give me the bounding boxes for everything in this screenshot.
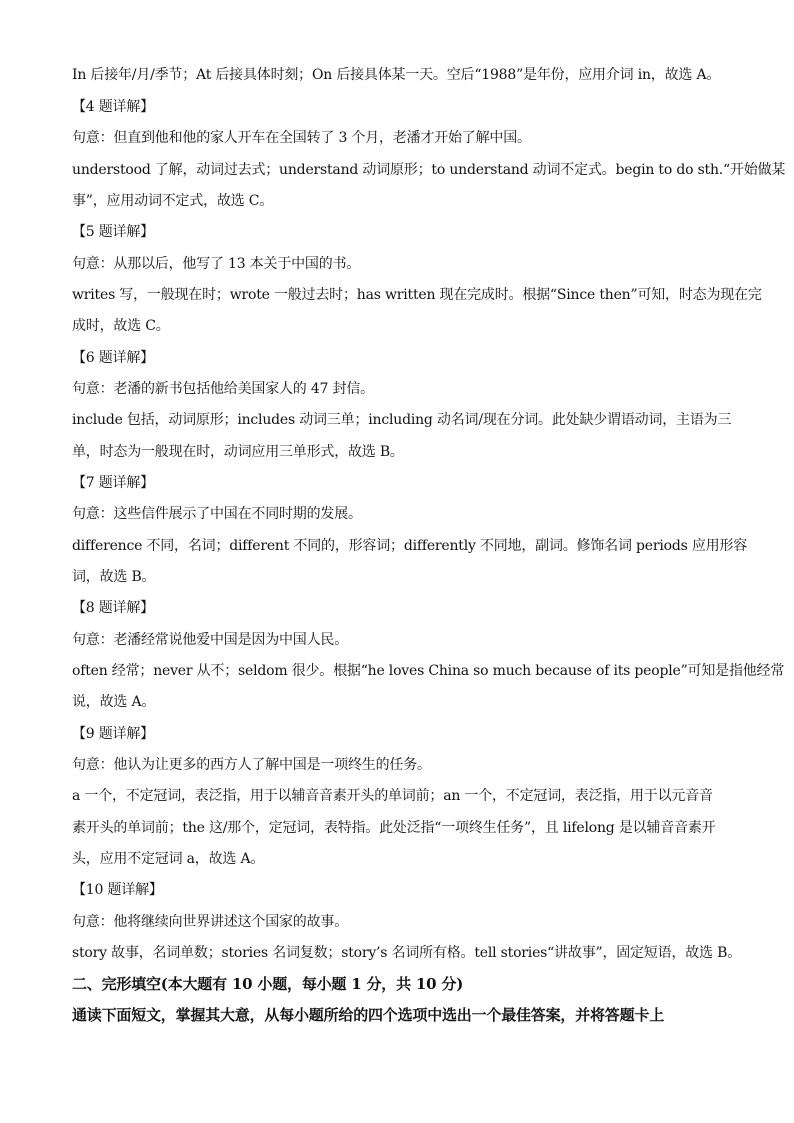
- text-line: writes 写，一般现在时；wrote 一般过去时；has written 现在完成时。根据“Since then”可知，时态为现在完: [72, 287, 762, 303]
- instructions: 通读下面短文，掌握其大意，从每小题所给的四个选项中选出一个最佳答案，并将答题卡上: [72, 1006, 665, 1024]
- section-heading: 【4 题详解】: [72, 99, 154, 115]
- text-line: a 一个，不定冠词，表泛指，用于以辅音音素开头的单词前；an 一个，不定冠词，表泛指，用于以元音音: [72, 788, 713, 804]
- section-heading: 【9 题详解】: [72, 726, 154, 742]
- text-line: 头，应用不定冠词 a，故选 A。: [72, 851, 265, 867]
- text-line: story 故事，名词单数；stories 名词复数；story’s 名词所有格。tell stories“讲故事”，固定短语，故选 B。: [72, 945, 741, 961]
- sentence-meaning: 句意：老潘的新书包括他给美国家人的 47 封信。: [72, 381, 374, 397]
- text-line: include 包括，动词原形；includes 动词三单；including 动名词/现在分词。此处缺少谓语动词，主语为三: [72, 412, 732, 428]
- section-heading: 【10 题详解】: [72, 882, 163, 898]
- part-title: 二、完形填空(本大题有 10 小题，每小题 1 分，共 10 分): [72, 975, 464, 993]
- section-heading: 【5 题详解】: [72, 224, 154, 240]
- text-line: understood 了解，动词过去式；understand 动词原形；to understand 动词不定式。begin to do sth.“开始做某: [72, 162, 786, 178]
- sentence-meaning: 句意：他认为让更多的西方人了解中国是一项终生的任务。: [72, 757, 431, 773]
- text-line: 事”，应用动词不定式，故选 C。: [72, 193, 274, 209]
- text-line: 说，故选 A。: [72, 694, 156, 710]
- section-heading: 【6 题详解】: [72, 350, 154, 366]
- text-line: 单，时态为一般现在时，动词应用三单形式，故选 B。: [72, 444, 404, 460]
- section-heading: 【7 题详解】: [72, 475, 154, 491]
- text-line: In 后接年/月/季节；At 后接具体时刻；On 后接具体某一天。空后“1988”是年份，应用介词 in，故选 A。: [72, 67, 721, 83]
- section-heading: 【8 题详解】: [72, 600, 154, 616]
- sentence-meaning: 句意：从那以后，他写了 13 本关于中国的书。: [72, 256, 361, 272]
- sentence-meaning: 句意：他将继续向世界讲述这个国家的故事。: [72, 914, 348, 930]
- text-line: often 经常；never 从不；seldom 很少。根据“he loves China so much because of its people”可知是指他经常: [72, 663, 785, 679]
- text-line: 成时，故选 C。: [72, 318, 170, 334]
- text-line: 素开头的单词前；the 这/那个，定冠词，表特指。此处泛指“一项终生任务”，且 lifelong 是以辅音音素开: [72, 820, 716, 836]
- sentence-meaning: 句意：但直到他和他的家人开车在全国转了 3 个月，老潘才开始了解中国。: [72, 130, 531, 146]
- text-line: difference 不同，名词；different 不同的，形容词；differently 不同地，副词。修饰名词 periods 应用形容: [72, 538, 748, 554]
- text-line: 词，故选 B。: [72, 569, 156, 585]
- sentence-meaning: 句意：这些信件展示了中国在不同时期的发展。: [72, 506, 362, 522]
- sentence-meaning: 句意：老潘经常说他爱中国是因为中国人民。: [72, 632, 348, 648]
